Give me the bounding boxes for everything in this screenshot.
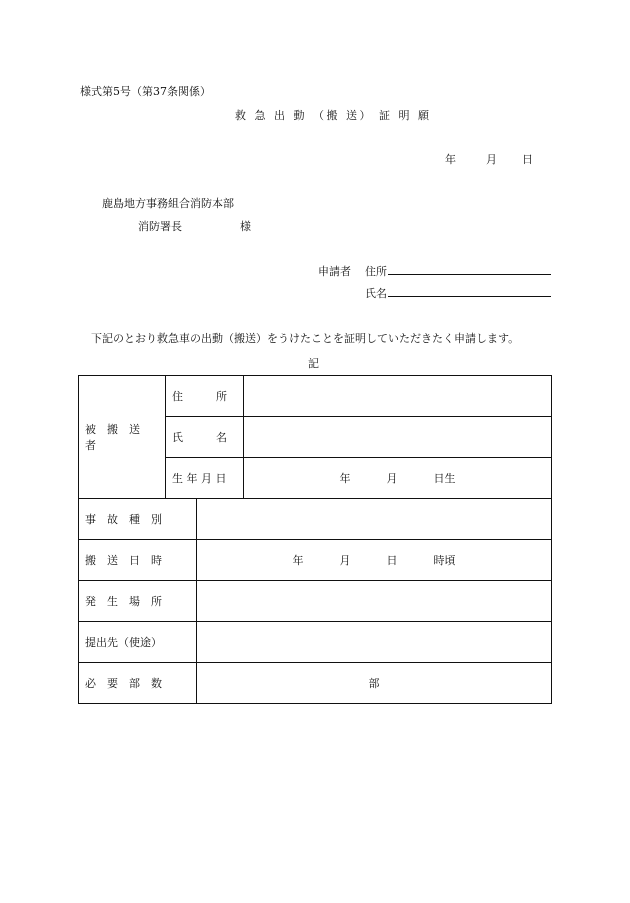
patient-label: 被 搬 送 者	[79, 376, 166, 499]
transport-datetime-field[interactable]	[197, 540, 552, 581]
applicant-name-label: 氏名	[365, 287, 387, 300]
transport-time: 時頃	[433, 554, 456, 567]
certificate-table	[78, 375, 552, 704]
submit-to-field[interactable]	[197, 622, 552, 663]
transport-month: 月	[339, 554, 351, 567]
document-title: 救 急 出 動 （搬 送） 証 明 願	[235, 109, 432, 122]
transport-day: 日	[386, 554, 398, 567]
submit-to-label: 提出先（使途）	[79, 622, 197, 663]
table-row	[79, 499, 552, 540]
table-row	[79, 376, 552, 417]
applicant-name-field[interactable]	[388, 296, 551, 297]
dob-suffix: 日生	[433, 472, 456, 485]
table-row	[79, 581, 552, 622]
name-label: 氏 名	[166, 417, 244, 458]
table-row	[79, 540, 552, 581]
address-label: 住 所	[166, 376, 244, 417]
dob-label: 生 年 月 日	[166, 458, 244, 499]
date-day: 日	[522, 153, 533, 166]
dob-year: 年	[339, 472, 351, 485]
accident-type-label: 事 故 種 別	[79, 499, 197, 540]
table-row	[79, 663, 552, 704]
request-statement: 下記のとおり救急車の出動（搬送）をうけたことを証明していただきたく申請します。	[91, 332, 520, 345]
name-field[interactable]	[244, 417, 552, 458]
applicant-label: 申請者	[318, 265, 351, 278]
copies-field[interactable]	[197, 663, 552, 704]
copies-unit: 部	[368, 677, 380, 690]
addressee-organization: 鹿島地方事務組合消防本部	[102, 197, 234, 210]
honorific: 様	[240, 220, 251, 233]
table-row	[79, 622, 552, 663]
location-label: 発 生 場 所	[79, 581, 197, 622]
addressee-chief	[138, 218, 251, 234]
dob-field[interactable]	[244, 458, 552, 499]
form-number: 様式第5号（第37条関係）	[80, 85, 211, 98]
transport-year: 年	[292, 554, 304, 567]
copies-label: 必 要 部 数	[79, 663, 197, 704]
accident-type-field[interactable]	[197, 499, 552, 540]
transport-datetime-label: 搬 送 日 時	[79, 540, 197, 581]
date-year: 年	[445, 153, 456, 166]
applicant-address-label: 住所	[365, 265, 387, 278]
applicant-address-field[interactable]	[388, 274, 551, 275]
date-line	[445, 151, 533, 167]
chief-title: 消防署長	[138, 220, 182, 233]
location-field[interactable]	[197, 581, 552, 622]
date-month: 月	[486, 153, 497, 166]
dob-month: 月	[386, 472, 398, 485]
ki-heading: 記	[308, 357, 319, 370]
address-field[interactable]	[244, 376, 552, 417]
